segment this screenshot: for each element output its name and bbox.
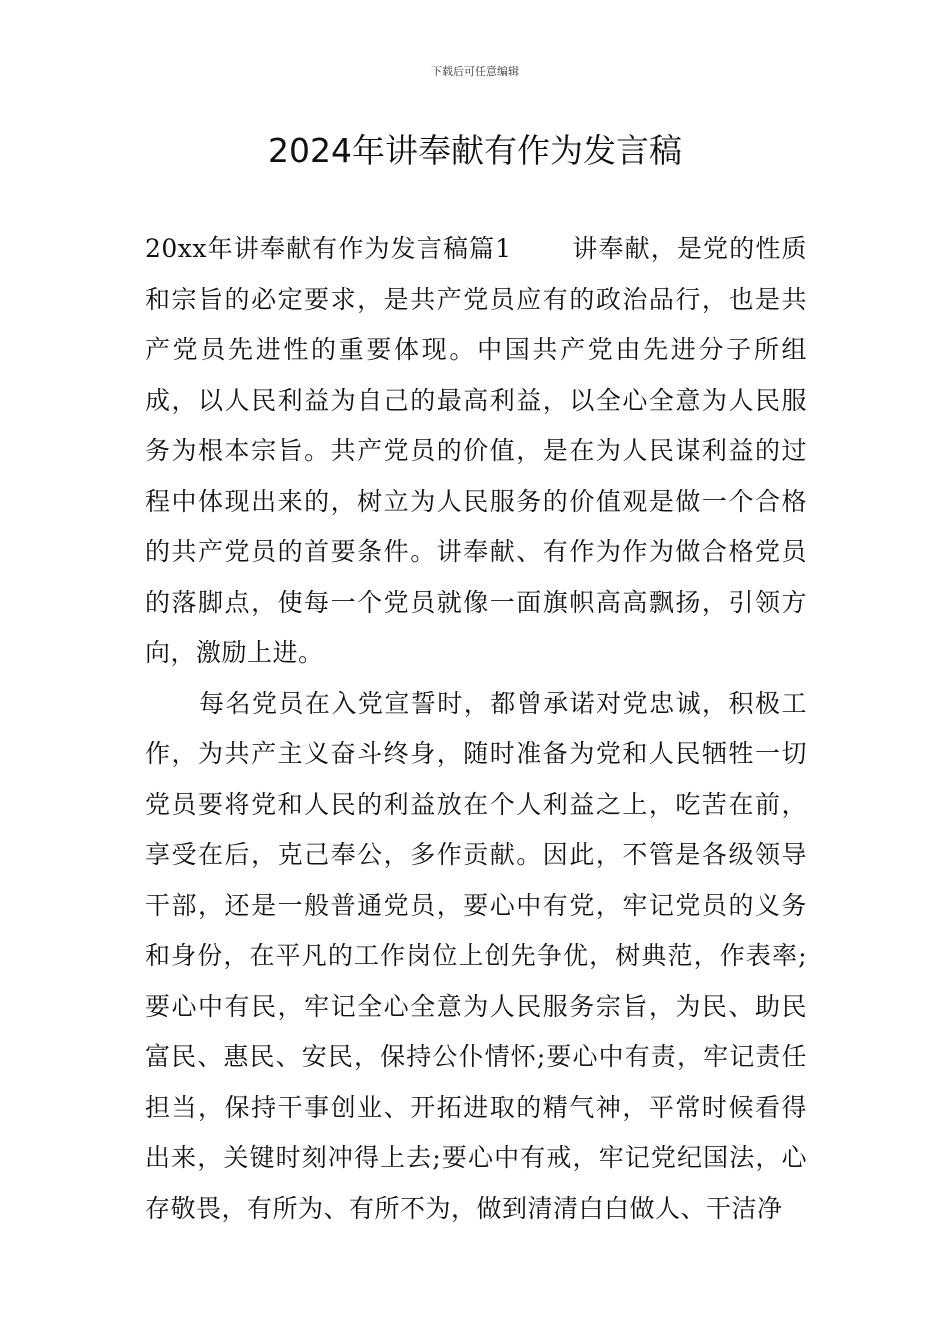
paragraph-1-text: 讲奉献，是党的性质和宗旨的必定要求，是共产党员应有的政治品行，也是共产党员先进性的重要体现。中国共产党由先进分子所组成，以人民利益为自己的最高利益，以全心全意为人民服务为根本宗旨。共产党员的价值，是在为人民谋利益的过程中体现出来的，树立为人民服务的价值观是做一个合格的共产党员的首要条件。讲奉献、有作为作为做合格党员的落脚点，使每一个党员就像一面旗帜高高飘扬，引领方向，激励上进。	[145, 234, 807, 667]
page-header-note: 下载后可任意编辑	[431, 65, 519, 78]
paragraph-1	[145, 224, 807, 679]
section-label: 20xx年讲奉献有作为发言稿篇1	[145, 234, 512, 263]
document-body	[145, 224, 807, 1234]
document-title: 2024年讲奉献有作为发言稿	[268, 131, 682, 170]
paragraph-2: 每名党员在入党宣誓时，都曾承诺对党忠诚，积极工作，为共产主义奋斗终身，随时准备为党和人民牺牲一切党员要将党和人民的利益放在个人利益之上，吃苦在前，享受在后，克己奉公，多作贡献。因此，不管是各级领导干部，还是一般普通党员，要心中有党，牢记党员的义务和身份，在平凡的工作岗位上创先争优，树典范，作表率;要心中有民，牢记全心全意为人民服务宗旨，为民、助民富民、惠民、安民，保持公仆情怀;要心中有责，牢记责任担当，保持干事创业、开拓进取的精气神，平常时候看得出来，关键时刻冲得上去;要心中有戒，牢记党纪国法，心存敬畏，有所为、有所不为，做到清清白白做人、干洁净	[145, 688, 807, 1223]
